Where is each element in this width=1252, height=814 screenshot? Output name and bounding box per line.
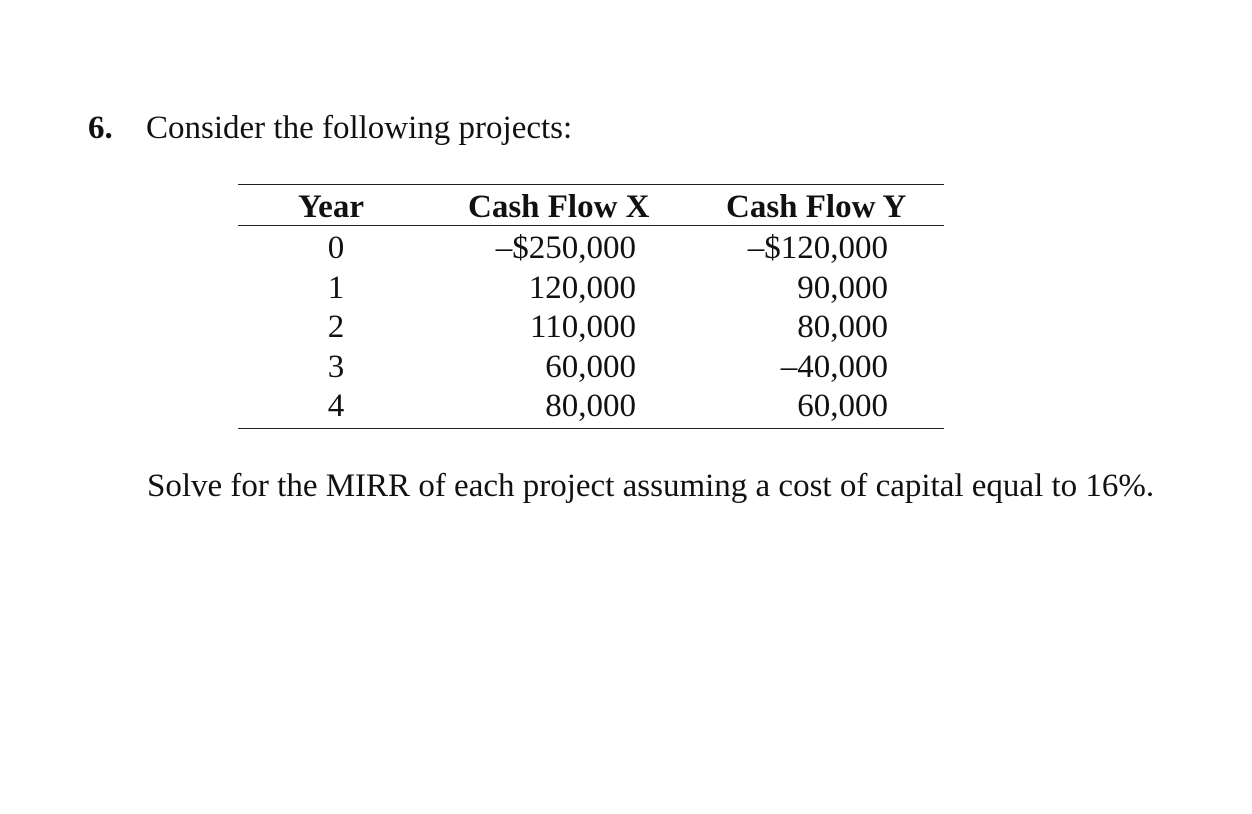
question-heading bbox=[88, 108, 572, 148]
cell-cash-flow-y: –$120,000 bbox=[747, 230, 888, 266]
table-row bbox=[238, 269, 944, 309]
header-cash-flow-x: Cash Flow X bbox=[468, 189, 650, 225]
cell-year: 3 bbox=[327, 348, 345, 385]
table-row bbox=[238, 308, 944, 348]
cell-cash-flow-x: –$250,000 bbox=[495, 230, 636, 266]
header-year: Year bbox=[298, 189, 364, 225]
cell-year: 0 bbox=[327, 230, 345, 266]
cell-year: 1 bbox=[327, 269, 345, 306]
question-prompt: Solve for the MIRR of each project assuming a cost of capital equal to 16%. bbox=[147, 468, 1155, 504]
question-number: 6. bbox=[88, 110, 113, 146]
cell-cash-flow-y: 60,000 bbox=[797, 388, 888, 424]
cell-cash-flow-x: 120,000 bbox=[528, 269, 636, 306]
cell-year: 4 bbox=[327, 388, 345, 424]
cell-cash-flow-y: –40,000 bbox=[780, 348, 888, 385]
cell-cash-flow-x: 60,000 bbox=[545, 348, 636, 385]
cell-cash-flow-y: 80,000 bbox=[797, 309, 888, 345]
cash-flow-table bbox=[238, 184, 944, 429]
table-header-row bbox=[238, 185, 944, 226]
table-row bbox=[238, 229, 944, 269]
table-row bbox=[238, 348, 944, 388]
cell-cash-flow-x: 110,000 bbox=[529, 309, 636, 345]
table-row bbox=[238, 387, 944, 427]
cell-cash-flow-y: 90,000 bbox=[797, 269, 888, 306]
table-body bbox=[238, 226, 944, 428]
question-text: Consider the following projects: bbox=[146, 110, 573, 146]
cell-year: 2 bbox=[327, 309, 345, 345]
cell-cash-flow-x: 80,000 bbox=[545, 388, 636, 424]
header-cash-flow-y: Cash Flow Y bbox=[726, 189, 907, 225]
